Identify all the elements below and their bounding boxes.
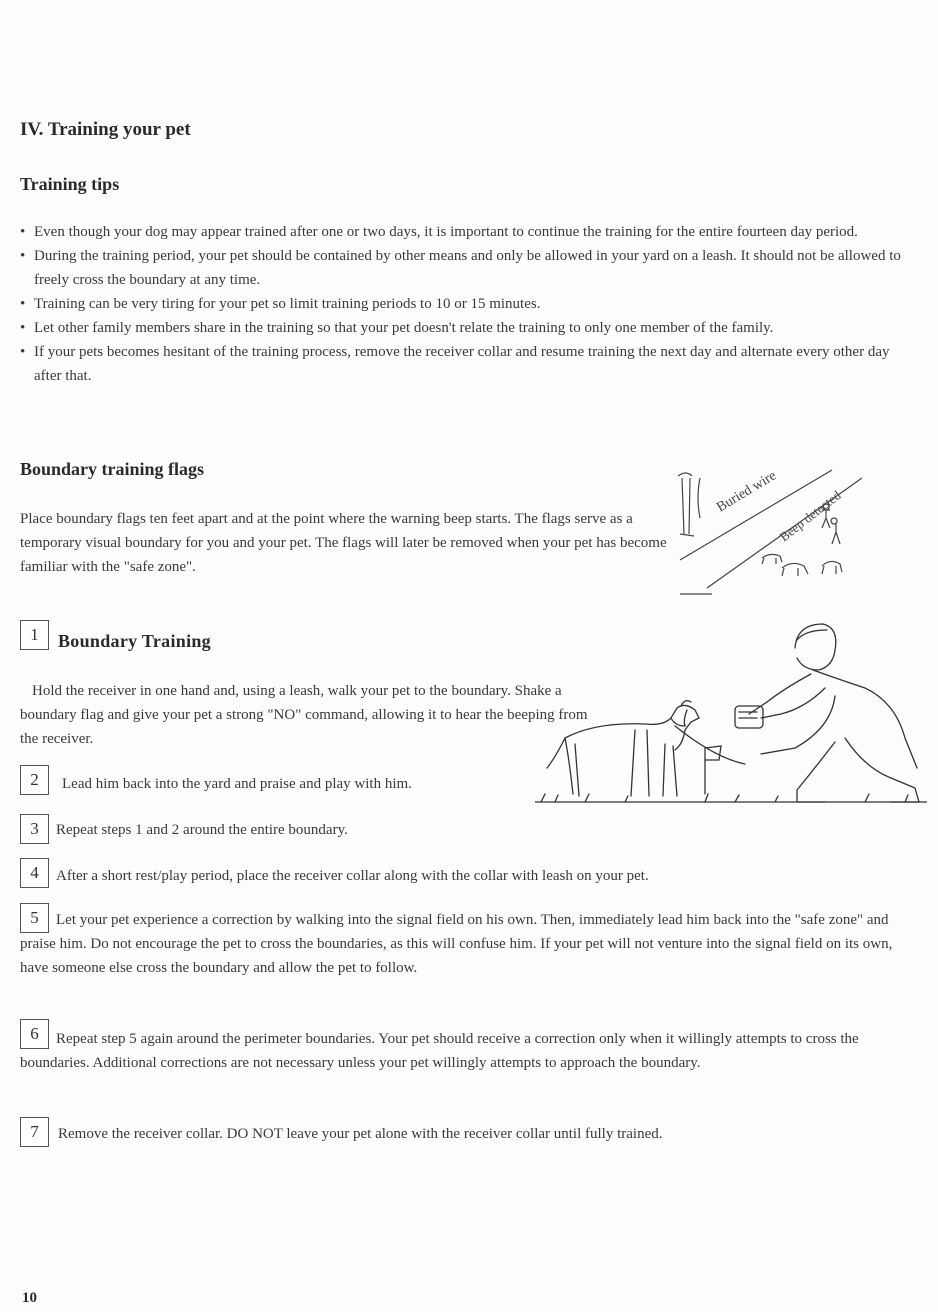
step-text: Remove the receiver collar. DO NOT leave your pet alone with the receiver collar until fully trained.: [58, 1126, 663, 1142]
beep-detected-label: Beep detected: [776, 487, 844, 545]
step-text: After a short rest/play period, place the receiver collar along with the collar with leash on your pet.: [56, 868, 649, 884]
boundary-training-intro: Hold the receiver in one hand and, using a leash, walk your pet to the boundary. Shake a boundary flag and give your pet a strong "NO" command, allowing it to hear the beeping from the receiver.: [20, 683, 588, 747]
step-number-box: 6: [20, 1019, 49, 1049]
bullet: •: [20, 320, 26, 336]
bullet: •: [20, 296, 26, 312]
boundary-diagram-illustration: [672, 448, 872, 600]
bullet: •: [20, 224, 26, 240]
step-number-box: 4: [20, 858, 49, 888]
step-text: Repeat steps 1 and 2 around the entire boundary.: [56, 822, 348, 838]
tip-item: [20, 220, 910, 244]
tip-item: [20, 340, 910, 388]
step-number-box: 1: [20, 620, 49, 650]
tip-text: During the training period, your pet should be contained by other means and only be allowed in your yard on a leash. It should not be allowed to freely cross the boundary at any time.: [34, 248, 901, 288]
tip-text: Let other family members share in the training so that your pet doesn't relate the training to only one member of the family.: [34, 320, 774, 336]
page-number: 10: [22, 1290, 37, 1306]
step-number-box: 3: [20, 814, 49, 844]
buried-wire-label: Buried wire: [714, 468, 780, 516]
tips-heading: Training tips: [20, 174, 120, 194]
flags-heading: Boundary training flags: [20, 459, 205, 479]
tip-item: [20, 316, 910, 340]
tip-text: If your pets becomes hesitant of the training process, remove the receiver collar and resume training the next day and alternate every other day after that.: [34, 344, 890, 384]
step-text: Let your pet experience a correction by walking into the signal field on his own. Then, immediately lead him back into the "safe zone" and praise him. Do not encourage the pet to cross the boundaries, as this will confuse him. If your pet will not venture into the signal field on its own, have someone else cross the boundary and allow the pet to follow.: [20, 912, 893, 976]
flags-paragraph: Place boundary flags ten feet apart and at the point where the warning beep starts. The flags serve as a temporary visual boundary for you and your pet. The flags will later be removed when your pet has become familiar with the "safe zone".: [20, 511, 667, 575]
tip-text: Training can be very tiring for your pet so limit training periods to 10 or 15 minutes.: [34, 296, 541, 312]
boundary-training-title: Boundary Training: [58, 631, 211, 651]
step-text: Repeat step 5 again around the perimeter boundaries. Your pet should receive a correction only when it willingly attempts to cross the boundaries. Additional corrections are not necessary unless your pet willingly attempts to approach the boundary.: [20, 1031, 859, 1071]
tip-item: [20, 292, 910, 316]
man-and-dog-illustration: [535, 618, 927, 808]
tips-list: [20, 220, 910, 388]
step-number-box: 5: [20, 903, 49, 933]
bullet: •: [20, 344, 26, 360]
step-number-box: 7: [20, 1117, 49, 1147]
tip-text: Even though your dog may appear trained after one or two days, it is important to continue the training for the entire fourteen day period.: [34, 224, 858, 240]
section-title: IV. Training your pet: [20, 119, 191, 140]
tip-item: [20, 244, 910, 292]
bullet: •: [20, 248, 26, 264]
step-text: Lead him back into the yard and praise and play with him.: [62, 776, 412, 792]
step-number-box: 2: [20, 765, 49, 795]
